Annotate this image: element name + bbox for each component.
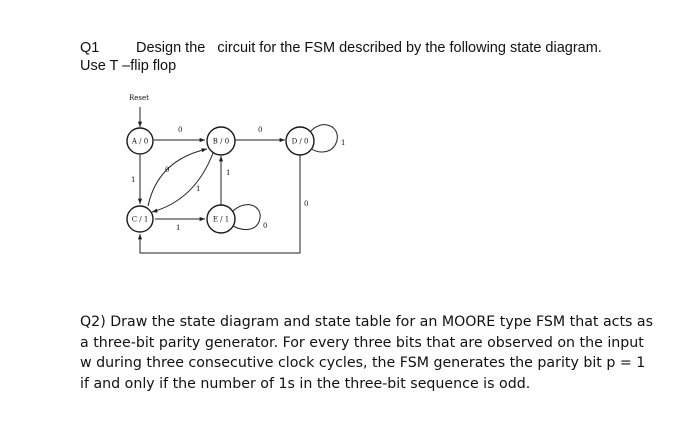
q2-question (80, 312, 654, 394)
state-a-label: A / 0 (131, 137, 149, 146)
state-c (127, 206, 153, 232)
label-b-to-d: 0 (258, 126, 263, 134)
state-e (207, 205, 235, 233)
q1-text: Design the circuit for the FSM described by the following state diagram. (136, 40, 602, 56)
q2-line: a three-bit parity generator. For every three bits that are observed on the input (80, 334, 644, 351)
label-c-to-b: 0 (165, 166, 170, 174)
edge-c-to-b (148, 149, 207, 206)
state-d (286, 127, 314, 155)
state-d-label: D / 0 (291, 137, 309, 146)
label-d-to-c: 0 (304, 200, 309, 208)
state-a (127, 128, 153, 154)
label-b-to-c: 1 (196, 185, 201, 193)
state-e-label: E / 1 (212, 215, 230, 224)
edge-d-to-c (140, 155, 300, 253)
state-b (207, 127, 235, 155)
state-c-label: C / 1 (131, 215, 149, 224)
label-a-to-c: 1 (131, 176, 136, 184)
q2-line: w during three consecutive clock cycles, the FSM generates the parity bit p = 1 (80, 355, 646, 371)
label-a-to-b: 0 (178, 126, 183, 134)
q1-number: Q1 (80, 40, 100, 56)
label-e-self-loop: 0 (263, 222, 268, 230)
label-c-to-e: 1 (176, 224, 181, 232)
q2-line: Q2) Draw the state diagram and state table for an MOORE type FSM that acts as (80, 314, 654, 330)
edge-b-to-c (152, 153, 213, 212)
q2-line: if and only if the number of 1s in the three-bit sequence is odd. (80, 375, 531, 392)
reset-label: Reset (129, 94, 149, 102)
edge-e-self-loop (232, 205, 260, 230)
q1-question-line2: Use T –flip flop (80, 58, 177, 74)
state-b-label: B / 0 (212, 137, 230, 146)
label-e-to-b: 1 (226, 169, 231, 177)
label-d-self-loop: 1 (341, 139, 346, 147)
